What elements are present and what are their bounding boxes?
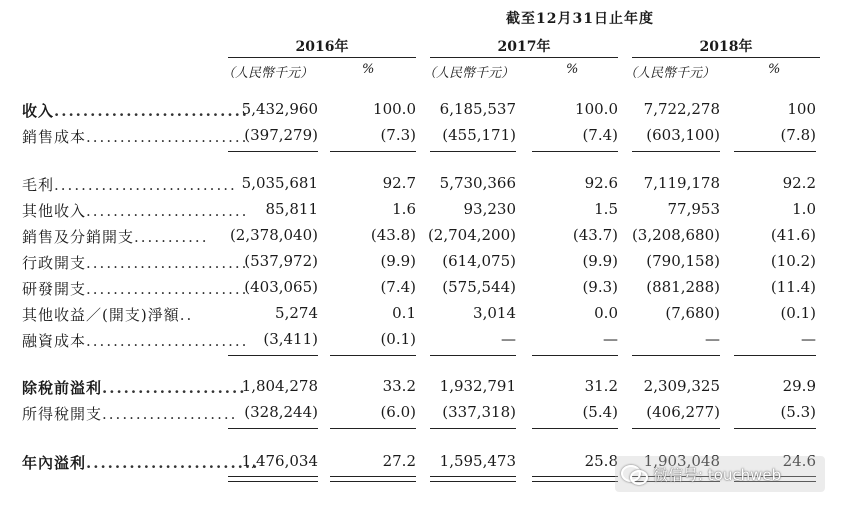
pct-label-2016: % — [362, 62, 375, 77]
row-label-leader: ........................... — [54, 102, 250, 120]
amount-cell: 5,432,960 — [241, 100, 318, 118]
amount-cell: (614,075) — [442, 252, 516, 270]
percent-cell: (7.4) — [380, 278, 416, 296]
amount-cell: 7,722,278 — [643, 100, 720, 118]
percent-cell: 92.6 — [584, 174, 618, 192]
amount-cell: (455,171) — [442, 126, 516, 144]
percent-cell: 0.1 — [392, 304, 416, 322]
underline — [228, 428, 318, 429]
row-label-leader: ........................... — [54, 176, 237, 194]
percent-cell: (9.3) — [582, 278, 618, 296]
percent-cell: (41.6) — [770, 226, 816, 244]
watermark-text: 微信号: touchweb — [653, 465, 782, 484]
row-label-text: 收入 — [22, 102, 55, 120]
table-row — [0, 403, 850, 427]
percent-cell: (11.4) — [770, 278, 816, 296]
amount-cell: (7,680) — [665, 304, 720, 322]
underline — [532, 151, 618, 152]
percent-cell: — — [603, 330, 618, 348]
row-label-leader: ........................ — [86, 128, 249, 146]
row-label — [22, 377, 247, 398]
amount-cell: (537,972) — [244, 252, 318, 270]
percent-cell: (0.1) — [380, 330, 416, 348]
row-label — [22, 452, 260, 473]
row-label-text: 研發開支 — [22, 280, 87, 298]
amount-cell: 1,804,278 — [241, 377, 318, 395]
table-row — [0, 252, 850, 276]
amount-cell: (403,065) — [244, 278, 318, 296]
amount-cell: — — [501, 330, 516, 348]
underline — [734, 151, 816, 152]
underline — [532, 355, 618, 356]
table-row — [0, 226, 850, 250]
percent-cell: (9.9) — [582, 252, 618, 270]
underline — [734, 355, 816, 356]
pct-label-2018: % — [768, 62, 781, 77]
amount-cell: (406,277) — [646, 403, 720, 421]
period-heading: 截至12月31日止年度 — [506, 11, 654, 27]
percent-cell: 1.6 — [392, 200, 416, 218]
amount-cell: — — [705, 330, 720, 348]
amount-cell: 3,014 — [473, 304, 516, 322]
percent-cell: (0.1) — [780, 304, 816, 322]
table-row — [0, 304, 850, 328]
row-label-leader: ........................ — [86, 280, 249, 298]
percent-cell: 1.5 — [594, 200, 618, 218]
year-2018-heading: 2018年 — [699, 39, 753, 55]
double-underline — [228, 476, 318, 482]
amount-cell: 2,309,325 — [643, 377, 720, 395]
row-label — [22, 278, 249, 299]
underline — [734, 428, 816, 429]
underline — [228, 151, 318, 152]
percent-cell: — — [801, 330, 816, 348]
row-label — [22, 174, 237, 195]
underline — [430, 151, 516, 152]
percent-cell: (7.3) — [380, 126, 416, 144]
row-label-text: 其他收入 — [22, 202, 87, 220]
row-label-text: 銷售成本 — [22, 128, 87, 146]
percent-cell: 27.2 — [382, 452, 416, 470]
amount-cell: 93,230 — [463, 200, 516, 218]
percent-cell: (6.0) — [380, 403, 416, 421]
watermark — [615, 456, 825, 492]
year-2016-heading: 2016年 — [295, 39, 349, 55]
row-label-text: 除稅前溢利 — [22, 379, 103, 397]
percent-cell: (43.8) — [370, 226, 416, 244]
amount-cell: 85,811 — [265, 200, 318, 218]
table-row — [0, 100, 850, 124]
underline — [330, 355, 416, 356]
percent-cell: 33.2 — [382, 377, 416, 395]
underline — [632, 428, 720, 429]
underline — [228, 355, 318, 356]
amount-cell: (3,411) — [263, 330, 318, 348]
percent-cell: (5.4) — [582, 403, 618, 421]
double-underline — [330, 476, 416, 482]
table-row — [0, 330, 850, 354]
row-label — [22, 100, 250, 121]
amount-cell: 5,730,366 — [439, 174, 516, 192]
percent-cell: 100 — [787, 100, 816, 118]
row-label — [22, 200, 249, 221]
row-label-leader: ........................ — [86, 202, 249, 220]
amount-cell: (790,158) — [646, 252, 720, 270]
percent-cell: 100.0 — [373, 100, 416, 118]
amount-cell: (337,318) — [442, 403, 516, 421]
amount-cell: 5,035,681 — [241, 174, 318, 192]
unit-label-2018: （人民幣千元） — [624, 66, 716, 81]
table-row — [0, 126, 850, 150]
row-label — [22, 330, 249, 351]
amount-cell: 5,274 — [275, 304, 318, 322]
amount-cell: (2,378,040) — [229, 226, 318, 244]
wechat-icon — [621, 463, 647, 485]
percent-cell: (5.3) — [780, 403, 816, 421]
row-label-text: 所得稅開支 — [22, 405, 103, 423]
amount-cell: 7,119,178 — [643, 174, 720, 192]
row-label-text: 銷售及分銷開支 — [22, 228, 135, 246]
underline — [532, 428, 618, 429]
row-label — [22, 252, 249, 273]
table-row — [0, 278, 850, 302]
table-row — [0, 200, 850, 224]
amount-cell: 6,185,537 — [439, 100, 516, 118]
row-label-leader: .................... — [102, 405, 238, 423]
row-label-text: 年內溢利 — [22, 454, 87, 472]
amount-cell: (575,544) — [442, 278, 516, 296]
double-underline — [532, 476, 618, 482]
percent-cell: 24.6 — [782, 452, 816, 470]
percent-cell: (9.9) — [380, 252, 416, 270]
row-label-leader: ........................ — [86, 332, 249, 350]
row-label-text: 融資成本 — [22, 332, 87, 350]
unit-label-2016: （人民幣千元） — [222, 66, 314, 81]
amount-cell: (397,279) — [244, 126, 318, 144]
amount-cell: 77,953 — [667, 200, 720, 218]
row-label-leader: ........................ — [86, 454, 260, 472]
amount-cell: 1,595,473 — [439, 452, 516, 470]
row-label-text: 行政開支 — [22, 254, 87, 272]
percent-cell: (7.8) — [780, 126, 816, 144]
amount-cell: 1,476,034 — [241, 452, 318, 470]
percent-cell: (7.4) — [582, 126, 618, 144]
row-label-leader: .................... — [102, 379, 247, 397]
unit-label-2017: （人民幣千元） — [423, 66, 515, 81]
underline — [330, 151, 416, 152]
double-underline — [430, 476, 516, 482]
underline — [430, 355, 516, 356]
amount-cell: (328,244) — [244, 403, 318, 421]
underline — [632, 151, 720, 152]
row-label — [22, 126, 249, 147]
amount-cell: 1,932,791 — [439, 377, 516, 395]
amount-cell: (3,208,680) — [631, 226, 720, 244]
table-row — [0, 174, 850, 198]
amount-cell: (881,288) — [646, 278, 720, 296]
pct-label-2017: % — [566, 62, 579, 77]
percent-cell: 92.2 — [782, 174, 816, 192]
amount-cell: 1,903,048 — [643, 452, 720, 470]
row-label — [22, 403, 238, 424]
year-2017-heading: 2017年 — [497, 39, 551, 55]
underline — [430, 428, 516, 429]
percent-cell: 29.9 — [782, 377, 816, 395]
row-label — [22, 226, 218, 247]
row-label-leader: ........... — [134, 228, 209, 246]
percent-cell: 100.0 — [575, 100, 618, 118]
percent-cell: (43.7) — [572, 226, 618, 244]
year-2017-rule — [430, 57, 618, 58]
table-row — [0, 377, 850, 401]
underline — [330, 428, 416, 429]
row-label — [22, 304, 218, 325]
percent-cell: 1.0 — [792, 200, 816, 218]
percent-cell: (10.2) — [770, 252, 816, 270]
percent-cell: 92.7 — [382, 174, 416, 192]
percent-cell: 0.0 — [594, 304, 618, 322]
percent-cell: 25.8 — [584, 452, 618, 470]
percent-cell: 31.2 — [584, 377, 618, 395]
row-label-text: 其他收益／(開支)淨額 — [22, 306, 180, 324]
row-label-leader: .. — [179, 306, 194, 324]
amount-cell: (603,100) — [646, 126, 720, 144]
amount-cell: (2,704,200) — [427, 226, 516, 244]
row-label-text: 毛利 — [22, 176, 55, 194]
underline — [632, 355, 720, 356]
row-label-leader: ........................ — [86, 254, 249, 272]
year-2016-rule — [228, 57, 416, 58]
year-2018-rule — [632, 57, 820, 58]
